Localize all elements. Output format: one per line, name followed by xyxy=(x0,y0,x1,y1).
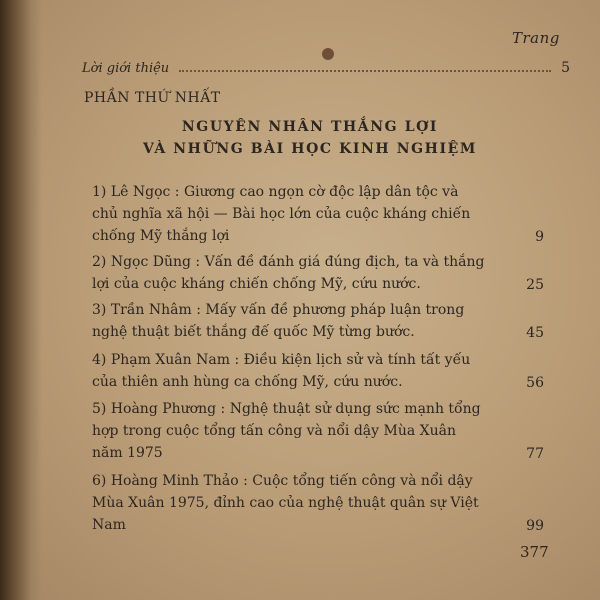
toc-entry xyxy=(92,299,562,343)
section-title xyxy=(100,116,520,160)
intro-page-number: 5 xyxy=(561,60,570,76)
toc-entry-text: 2) Ngọc Dũng : Vấn đề đánh giá đúng địch, ta và thắng lợi của cuộc kháng chiến chống Mỹ, cứu nước. xyxy=(92,254,485,292)
book-gutter-shadow xyxy=(0,0,42,600)
toc-entry-text: 4) Phạm Xuân Nam : Điều kiện lịch sử và tính tất yếu của thiên anh hùng ca chống Mỹ, cứu nước. xyxy=(92,352,471,390)
toc-entry-page: 25 xyxy=(526,277,544,293)
toc-intro-line xyxy=(82,60,570,80)
ink-stain xyxy=(322,48,334,60)
section-title-line-1: NGUYÊN NHÂN THẮNG LỢI xyxy=(181,119,439,135)
toc-entry xyxy=(92,251,562,295)
page-column-header: Trang xyxy=(512,29,560,47)
toc-entry xyxy=(92,349,562,393)
toc-entry xyxy=(92,181,562,247)
page-number: 377 xyxy=(520,543,549,561)
toc-entry-text: 6) Hoàng Minh Thảo : Cuộc tổng tiến công và nổi dậy Mùa Xuân 1975, đỉnh cao của nghệ thuật quân sự Việt Nam xyxy=(92,473,479,533)
toc-entry-page: 9 xyxy=(535,229,544,245)
toc-entry-text: 1) Lê Ngọc : Giương cao ngọn cờ độc lập dân tộc và chủ nghĩa xã hội — Bài học lớn của cuộc kháng chiến chống Mỹ thắng lợi xyxy=(92,184,471,244)
toc-entry-page: 56 xyxy=(526,375,544,391)
toc-entry xyxy=(92,398,562,464)
toc-entry-page: 77 xyxy=(526,446,544,462)
part-title: PHẦN THỨ NHẤT xyxy=(84,90,221,106)
toc-entry-text: 3) Trần Nhâm : Mấy vấn đề phương pháp luận trong nghệ thuật biết thắng đế quốc Mỹ từng bước. xyxy=(92,302,465,340)
dot-leader xyxy=(179,70,551,72)
toc-entry xyxy=(92,470,562,536)
toc-entry-page: 45 xyxy=(526,325,544,341)
section-title-line-2: VÀ NHỮNG BÀI HỌC KINH NGHIỆM xyxy=(142,141,478,157)
intro-title: Lời giới thiệu xyxy=(82,61,170,76)
toc-entry-page: 99 xyxy=(526,518,544,534)
toc-entry-text: 5) Hoàng Phương : Nghệ thuật sử dụng sức mạnh tổng hợp trong cuộc tổng tấn công và nổi dậy Mùa Xuân năm 1975 xyxy=(92,401,481,461)
